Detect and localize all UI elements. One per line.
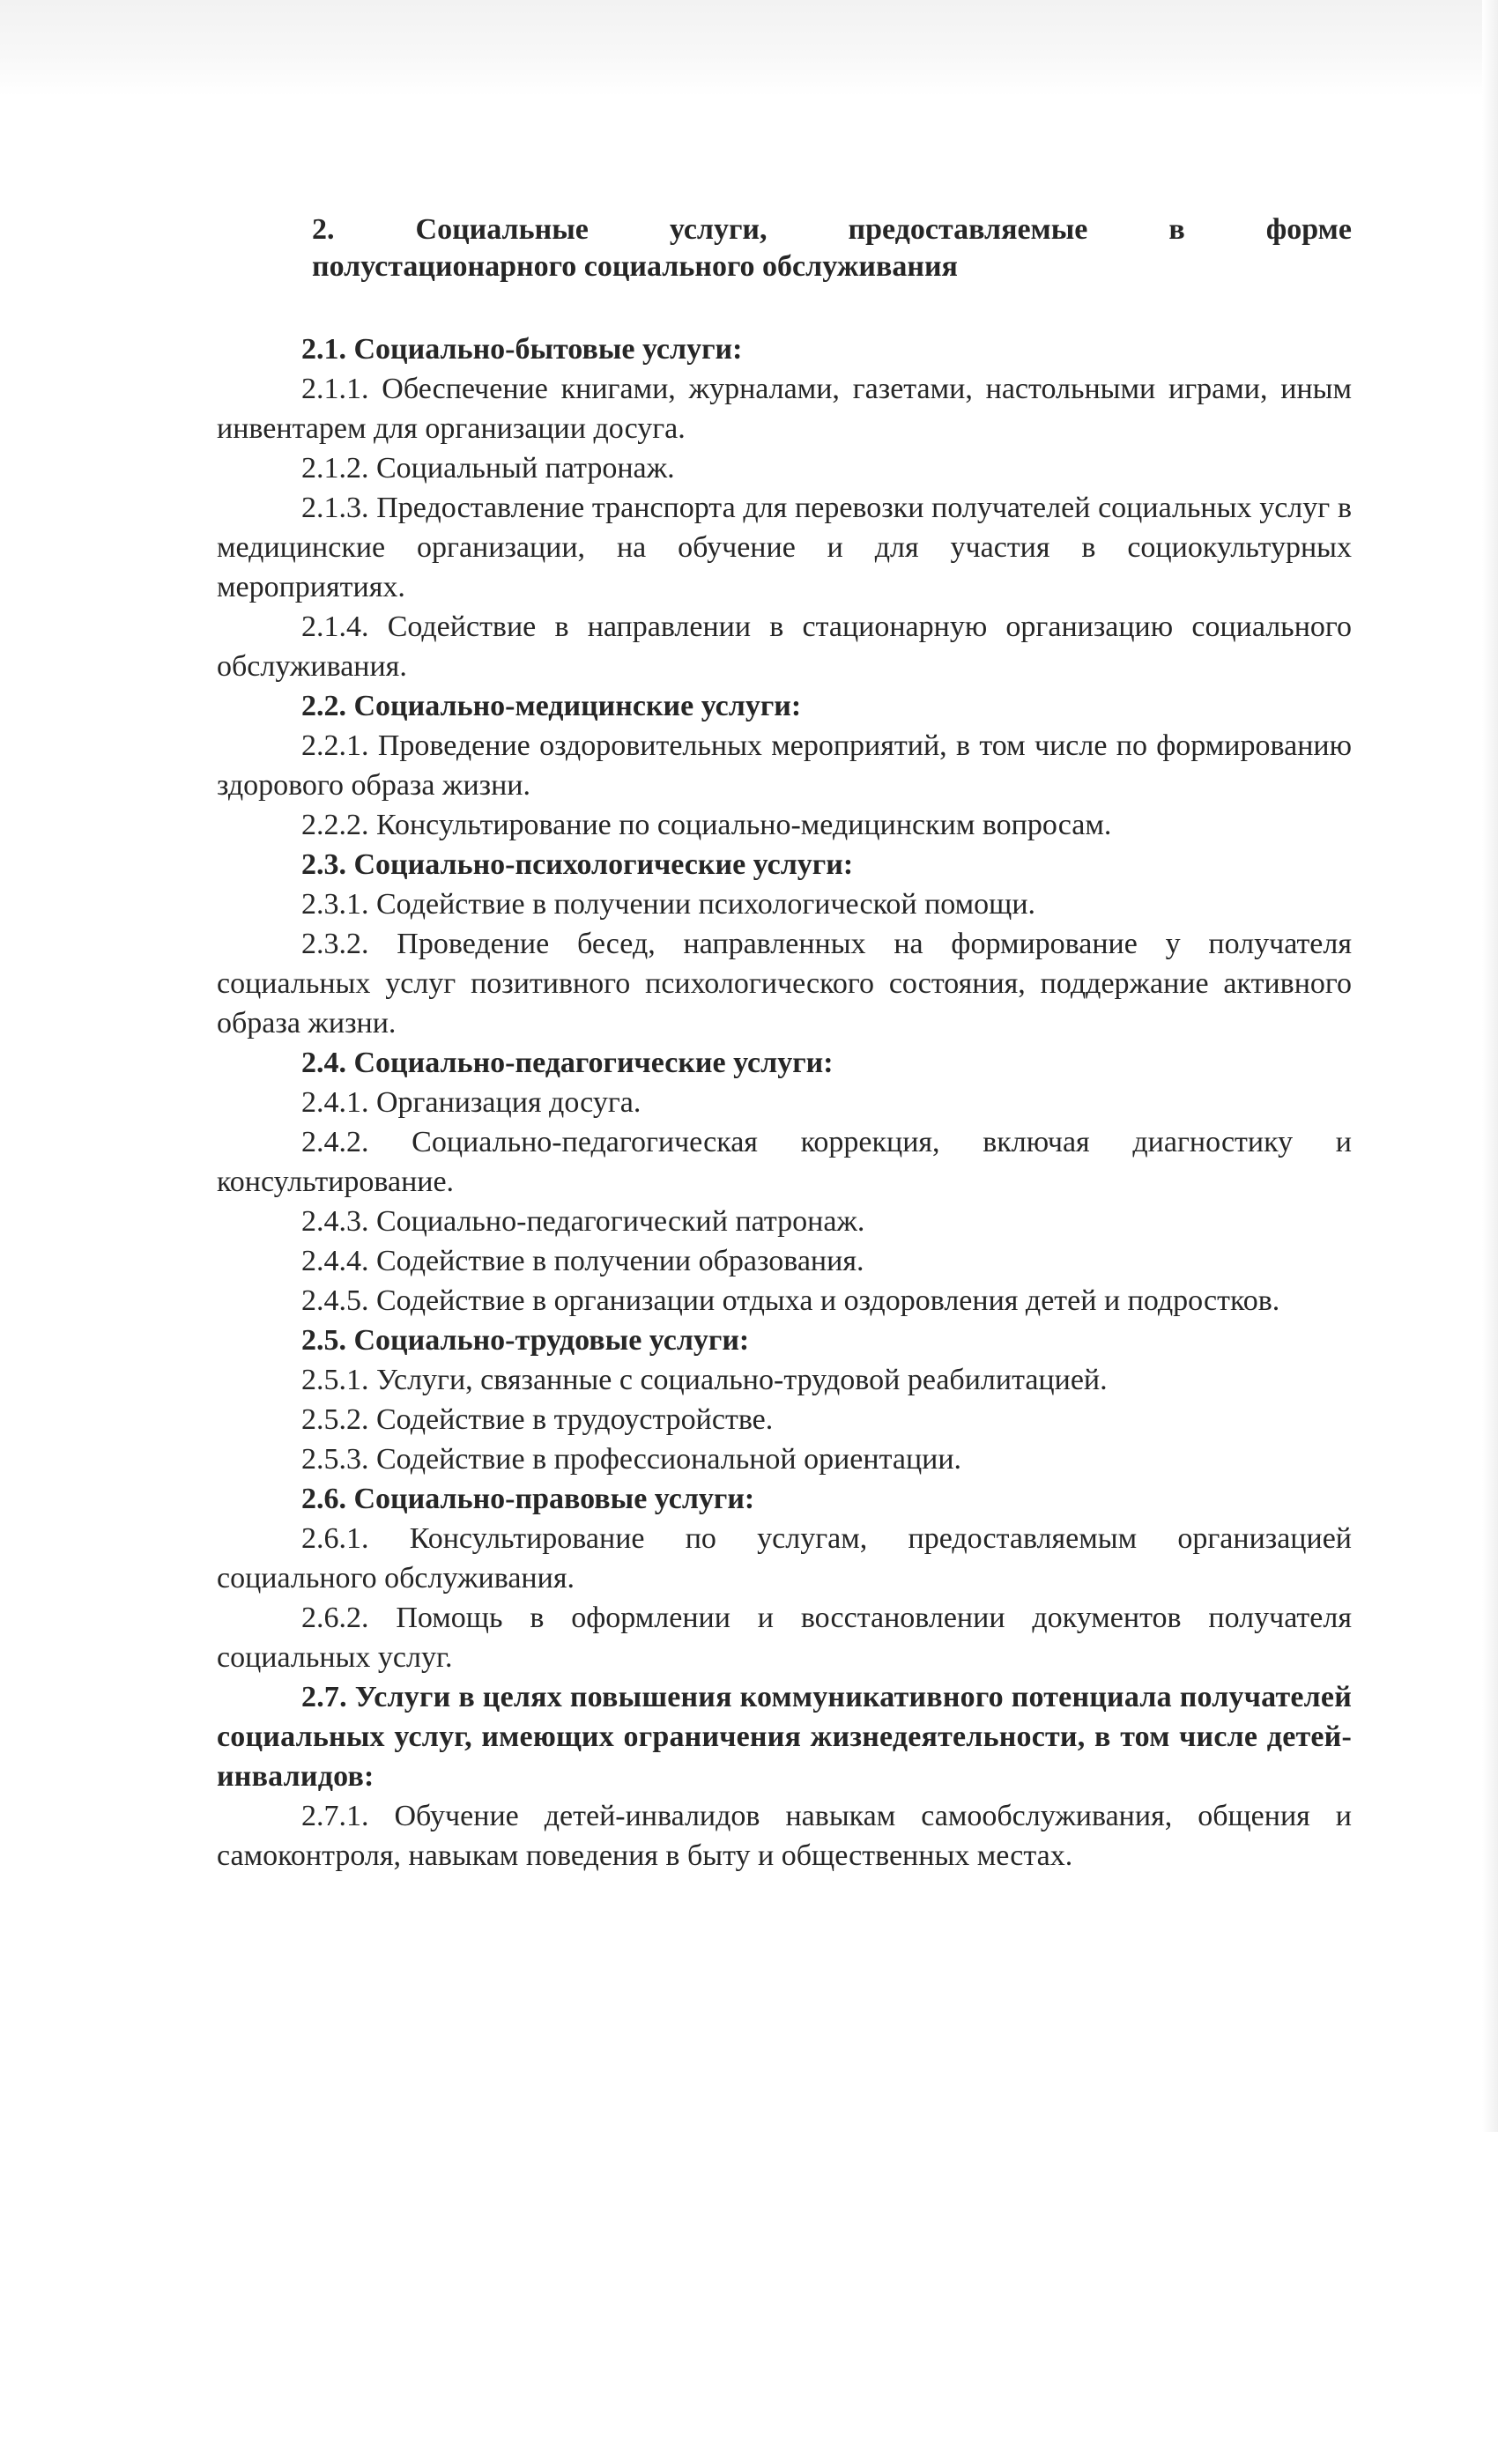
heading-line-2: полустационарного социального обслуживания [312,250,958,283]
service-item: 2.5.1. Услуги, связанные с социально-трудовой реабилитацией. [301,1364,1108,1396]
heading-word: форме [1265,213,1352,246]
subsection-title: 2.1. Социально-бытовые услуги: [301,333,743,366]
service-item: 2.4.3. Социально-педагогический патронаж. [301,1205,865,1238]
service-item: 2.1.3. Предоставление транспорта для перевозки получателей социальных услуг в медицинские организации, на обучение и для участия в социокультурных мероприятиях. [217,492,1352,603]
subsection-title: 2.5. Социально-трудовые услуги: [301,1324,750,1357]
subsection-title: 2.4. Социально-педагогические услуги: [301,1047,834,1079]
service-item: 2.7.1. Обучение детей-инвалидов навыкам самообслуживания, общения и самоконтроля, навыкам поведения в быту и общественных местах. [217,1800,1352,1872]
service-item: 2.1.4. Содействие в направлении в стационарную организацию социального обслуживания. [217,610,1352,683]
heading-word: предоставляемые [848,213,1088,246]
document-page [217,211,1352,1876]
heading-word: в [1168,213,1185,246]
services-list [217,329,1352,1876]
service-item: 2.4.5. Содействие в организации отдыха и оздоровления детей и подростков. [301,1284,1280,1317]
scan-shadow-top [0,0,1498,97]
service-item: 2.2.2. Консультирование по социально-медицинским вопросам. [301,809,1112,841]
service-item: 2.1.1. Обеспечение книгами, журналами, газетами, настольными играми, иным инвентарем для организации досуга. [217,373,1352,445]
service-item: 2.4.2. Социально-педагогическая коррекция, включая диагностику и консультирование. [217,1126,1352,1198]
service-item: 2.6.2. Помощь в оформлении и восстановлении документов получателя социальных услуг. [217,1602,1352,1674]
subsection-title: 2.3. Социально-психологические услуги: [301,848,854,881]
service-item: 2.1.2. Социальный патронаж. [301,452,675,485]
service-item: 2.6.1. Консультирование по услугам, предоставляемым организацией социального обслуживания. [217,1522,1352,1595]
heading-line-1 [217,211,1352,248]
subsection-title: 2.6. Социально-правовые услуги: [301,1483,755,1515]
service-item: 2.5.2. Содействие в трудоустройстве. [301,1403,774,1436]
service-item: 2.3.2. Проведение бесед, направленных на формирование у получателя социальных услуг позитивного психологического состояния, поддержание активного образа жизни. [217,928,1352,1040]
section-heading [217,211,1352,285]
service-item: 2.4.4. Содействие в получении образования. [301,1245,864,1277]
subsection-title: 2.2. Социально-медицинские услуги: [301,690,802,722]
service-item: 2.5.3. Содействие в профессиональной ориентации. [301,1443,962,1476]
heading-word: 2. [312,213,335,246]
heading-word: Социальные [415,213,589,246]
subsection-title: 2.7. Услуги в целях повышения коммуникативного потенциала получателей социальных услуг, имеющих ограничения жизнедеятельности, в том числе детей-инвалидов: [217,1681,1352,1793]
service-item: 2.3.1. Содействие в получении психологической помощи. [301,888,1036,921]
service-item: 2.2.1. Проведение оздоровительных мероприятий, в том числе по формированию здорового образа жизни. [217,729,1352,802]
scan-shadow-right [1482,0,1498,2132]
service-item: 2.4.1. Организация досуга. [301,1086,641,1119]
heading-word: услуги, [669,213,768,246]
